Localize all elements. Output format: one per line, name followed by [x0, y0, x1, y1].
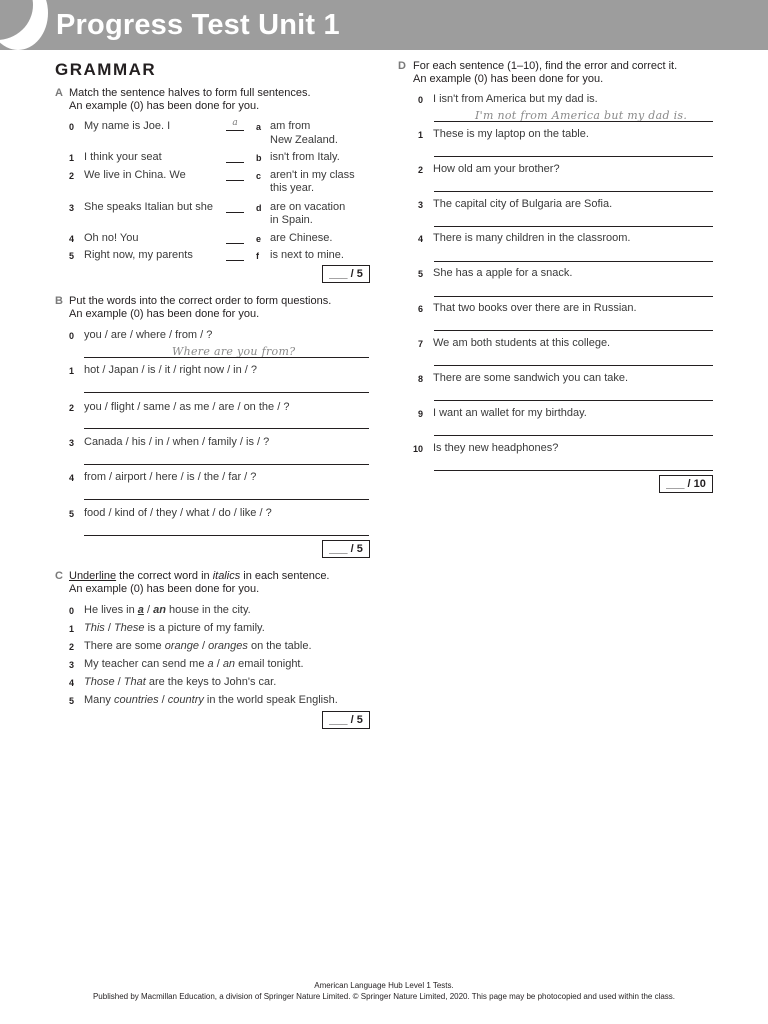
option-letter: e [256, 234, 262, 244]
footer-copyright: Published by Macmillan Education, a division of Springer Nature Limited. © Springer Nature Limited, 2020. This page may be photocopied and used within the class. [92, 992, 676, 1001]
item-number: 4 [69, 678, 75, 688]
choice-sentence: This / These is a picture of my family. [84, 622, 265, 634]
word-prompt: from / airport / here / is / the / far / ? [84, 471, 257, 483]
answer-line[interactable] [84, 428, 369, 429]
option-letter: c [256, 171, 262, 181]
option-text: are Chinese. [270, 232, 333, 244]
item-number: 3 [69, 203, 75, 213]
answer-line[interactable] [434, 470, 713, 471]
option-text: are on vacation [270, 201, 346, 213]
sentence-half: I think your seat [84, 151, 162, 163]
error-sentence: She has a apple for a snack. [433, 267, 573, 279]
answer-line[interactable] [434, 330, 713, 331]
option-letter: d [256, 203, 262, 213]
answer-gap[interactable] [226, 150, 244, 163]
section-c-instruction: Underline the correct word in italics in each sentence. [69, 570, 330, 582]
error-sentence: We am both students at this college. [433, 337, 611, 349]
option-text: is next to mine. [270, 249, 344, 261]
answer-line[interactable] [434, 435, 713, 436]
answer-line[interactable] [434, 121, 713, 122]
answer-line[interactable] [434, 261, 713, 262]
choice-sentence: He lives in a / an house in the city. [84, 604, 251, 616]
answer-gap[interactable]: a [226, 118, 244, 131]
item-number: 1 [69, 153, 75, 163]
answer-line[interactable] [434, 191, 713, 192]
error-sentence: There is many children in the classroom. [433, 232, 631, 244]
word-prompt: you / flight / same / as me / are / on the / ? [84, 401, 290, 413]
section-a-score-box[interactable]: ___ / 5 [322, 265, 370, 283]
option-text-cont: New Zealand. [270, 134, 338, 146]
choice-word[interactable]: oranges [208, 640, 248, 652]
section-d-letter: D [398, 60, 406, 72]
choice-word[interactable]: That [123, 676, 146, 688]
word-prompt: Canada / his / in / when / family / is / ? [84, 436, 270, 448]
section-b-instruction: Put the words into the correct order to form questions. [69, 295, 332, 307]
answer-line[interactable] [84, 392, 369, 393]
item-number: 2 [69, 642, 75, 652]
item-number: 1 [69, 366, 75, 376]
option-text: isn't from Italy. [270, 151, 340, 163]
item-number: 3 [418, 200, 424, 210]
item-number: 5 [69, 696, 75, 706]
sentence-half: She speaks Italian but she [84, 201, 214, 213]
answer-line[interactable] [434, 296, 713, 297]
word-prompt: food / kind of / they / what / do / like / ? [84, 507, 272, 519]
error-sentence: The capital city of Bulgaria are Sofia. [433, 198, 613, 210]
answer-line[interactable] [84, 535, 369, 536]
word-prompt: hot / Japan / is / it / right now / in / ? [84, 364, 258, 376]
sentence-half: My name is Joe. I [84, 120, 171, 132]
answer-gap[interactable] [226, 200, 244, 213]
page-title: Progress Test Unit 1 [56, 9, 340, 41]
choice-word[interactable]: a [137, 604, 144, 616]
choice-word[interactable]: Those [84, 676, 115, 688]
item-number: 5 [69, 251, 75, 261]
item-number: 6 [418, 304, 424, 314]
sentence-half: We live in China. We [84, 169, 186, 181]
item-number: 1 [69, 624, 75, 634]
item-number: 0 [69, 331, 75, 341]
answer-line[interactable] [84, 499, 369, 500]
item-number: 2 [69, 171, 75, 181]
answer-gap[interactable] [226, 168, 244, 181]
sentence-half: Right now, my parents [84, 249, 193, 261]
option-letter: f [256, 251, 259, 261]
item-number: 7 [418, 339, 424, 349]
choice-sentence: Those / That are the keys to John's car. [84, 676, 277, 688]
item-number: 4 [69, 473, 75, 483]
item-number: 9 [418, 409, 424, 419]
item-number: 10 [413, 444, 424, 454]
item-number: 2 [69, 403, 75, 413]
footer-series: American Language Hub Level 1 Tests. [314, 981, 454, 990]
example-answer: Where are you from? [172, 345, 296, 358]
answer-line[interactable] [84, 357, 369, 358]
choice-word[interactable]: an [153, 604, 166, 616]
option-text-cont: this year. [270, 182, 315, 194]
option-letter: a [256, 122, 262, 132]
item-number: 3 [69, 438, 75, 448]
item-number: 0 [69, 606, 75, 616]
item-number: 4 [69, 234, 75, 244]
error-sentence: I want an wallet for my birthday. [433, 407, 587, 419]
error-sentence: I isn't from America but my dad is. [433, 93, 598, 105]
item-number: 2 [418, 165, 424, 175]
section-d-instruction: For each sentence (1–10), find the error and correct it. [413, 60, 678, 72]
section-c-letter: C [55, 570, 63, 582]
answer-line[interactable] [434, 226, 713, 227]
choice-word[interactable]: This [84, 622, 105, 634]
item-number: 1 [418, 130, 424, 140]
section-b-score-box[interactable]: ___ / 5 [322, 540, 370, 558]
section-c-score-box[interactable]: ___ / 5 [322, 711, 370, 729]
error-sentence: That two books over there are in Russian. [433, 302, 637, 314]
answer-line[interactable] [434, 365, 713, 366]
choice-word[interactable]: an [222, 658, 236, 670]
section-heading: GRAMMAR [55, 60, 157, 79]
item-number: 5 [69, 509, 75, 519]
word-prompt: you / are / where / from / ? [84, 329, 213, 341]
answer-gap[interactable] [226, 248, 244, 261]
option-text: am from [270, 120, 311, 132]
item-number: 0 [69, 122, 75, 132]
choice-word[interactable]: These [113, 622, 145, 634]
section-a-example-note: An example (0) has been done for you. [69, 100, 260, 112]
section-b-letter: B [55, 295, 63, 307]
section-b-example-note: An example (0) has been done for you. [69, 308, 260, 320]
error-sentence: These is my laptop on the table. [433, 128, 589, 140]
section-c-example-note: An example (0) has been done for you. [69, 583, 260, 595]
section-d-example-note: An example (0) has been done for you. [413, 73, 604, 85]
choice-word[interactable]: orange [164, 640, 199, 652]
item-number: 8 [418, 374, 424, 384]
error-sentence: There are some sandwich you can take. [433, 372, 629, 384]
error-sentence: Is they new headphones? [433, 442, 559, 454]
option-letter: b [256, 153, 262, 163]
answer-line[interactable] [84, 464, 369, 465]
item-number: 3 [69, 660, 75, 670]
option-text-cont: in Spain. [270, 214, 313, 226]
option-text: aren't in my class [270, 169, 355, 181]
choice-sentence: There are some orange / oranges on the table. [84, 640, 312, 652]
choice-word[interactable]: countries [113, 694, 159, 706]
section-a-letter: A [55, 87, 63, 99]
answer-line[interactable] [434, 400, 713, 401]
answer-gap[interactable] [226, 231, 244, 244]
error-sentence: How old am your brother? [433, 163, 560, 175]
header-bar [0, 0, 768, 50]
sentence-half: Oh no! You [84, 232, 139, 244]
item-number: 0 [418, 95, 424, 105]
instruction-underline-word: Underline [69, 570, 117, 582]
answer-line[interactable] [434, 156, 713, 157]
section-d-score-box[interactable]: ___ / 10 [659, 475, 713, 493]
choice-sentence: Many countries / country in the world speak English. [84, 694, 338, 706]
choice-word[interactable]: country [167, 694, 204, 706]
section-a-instruction: Match the sentence halves to form full sentences. [69, 87, 311, 99]
item-number: 4 [418, 234, 424, 244]
example-answer: I'm not from America but my dad is. [475, 109, 688, 122]
choice-word[interactable]: a [207, 658, 214, 670]
item-number: 5 [418, 269, 424, 279]
choice-sentence: My teacher can send me a / an email tonight. [84, 658, 304, 670]
